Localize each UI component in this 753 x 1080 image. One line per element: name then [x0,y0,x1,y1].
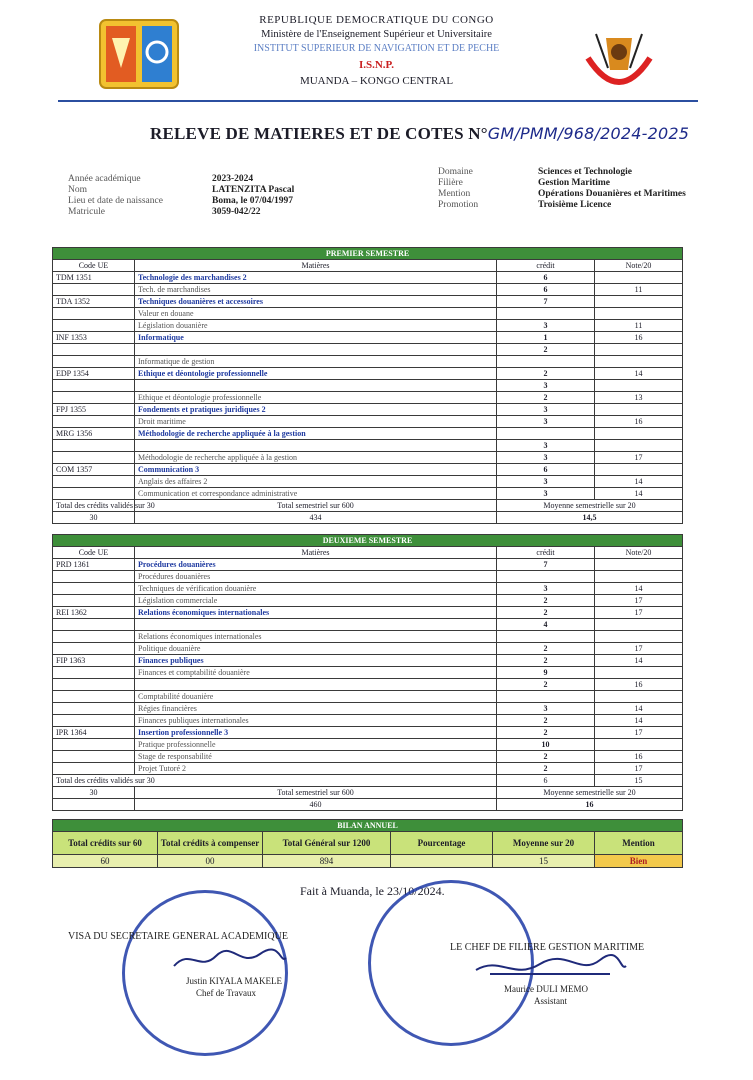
left-signature-title: VISA DU SECRETAIRE GENERAL ACADEMIQUE [68,931,288,942]
subject-cell: Tech. de marchandises [135,284,497,296]
value-promotion: Troisième Licence [538,200,612,210]
subject-cell [135,380,497,392]
ue-code-cell [53,751,135,763]
subject-row [53,739,683,751]
subject-cell: Finances publiques internationales [135,715,497,727]
subject-cell: Stage de responsabilité [135,751,497,763]
label-academic-year: Année académique [68,174,141,184]
note-cell [595,356,683,368]
subject-row [53,308,683,320]
note-cell [595,631,683,643]
ue-title-cell: Finances publiques [135,655,497,667]
note-cell: 17 [595,595,683,607]
col-note: Note/20 [595,547,683,559]
credit-cell [497,691,595,703]
credit-cell: 2 [497,368,595,380]
note-cell [595,428,683,440]
sem1-total-value: 30 [53,512,135,524]
credit-cell: 3 [497,404,595,416]
subject-cell: Méthodologie de recherche appliquée à la gestion [135,452,497,464]
subject-row [53,571,683,583]
right-signature-title: LE CHEF DE FILIERE GESTION MARITIME [450,942,645,953]
label-domaine: Domaine [438,167,473,177]
subject-cell: Politique douanière [135,643,497,655]
ue-code-cell: FIP 1363 [53,655,135,667]
value-domaine: Sciences et Technologie [538,167,632,177]
ue-title-cell: Techniques douanières et accessoires [135,296,497,308]
header-country: REPUBLIQUE DEMOCRATIQUE DU CONGO [259,14,494,26]
ue-code-cell: MRG 1356 [53,428,135,440]
header-institute: INSTITUT SUPERIEUR DE NAVIGATION ET DE PECHE [253,43,500,54]
sem2-avg-value: 16 [497,799,683,811]
sem1-sum-label: Total semestriel sur 600 [135,500,497,512]
bilan-value-compenser: 00 [158,855,263,868]
credit-cell: 1 [497,332,595,344]
credit-cell: 2 [497,643,595,655]
subject-cell: Comptabilité douanière [135,691,497,703]
subject-cell: Valeur en douane [135,308,497,320]
ue-code-cell [53,416,135,428]
note-cell [595,464,683,476]
document-number: GM/PMM/968/2024-2025 [487,124,690,143]
ue-code-cell [53,763,135,775]
ue-code-cell: FPJ 1355 [53,404,135,416]
right-signature-role: Assistant [534,996,568,1006]
sem2-total-value: 30 [53,787,135,799]
value-birth: Boma, le 07/04/1997 [212,196,294,206]
subject-row [53,452,683,464]
label-matricule: Matricule [68,207,105,217]
subject-cell: Législation douanière [135,320,497,332]
bilan-header-credits: Total crédits sur 60 [53,832,158,855]
credit-cell: 2 [497,655,595,667]
col-credit: crédit [497,547,595,559]
credit-cell: 2 [497,679,595,691]
bilan-header-compenser: Total crédits à compenser [158,832,263,855]
note-cell [595,380,683,392]
credit-cell: 2 [497,392,595,404]
ue-code-cell: PRD 1361 [53,559,135,571]
label-filiere: Filière [438,178,463,188]
credit-cell [497,308,595,320]
subject-cell: Techniques de vérification douanière [135,583,497,595]
ue-code-cell [53,488,135,500]
ue-code-cell: TDA 1352 [53,296,135,308]
note-cell [595,691,683,703]
right-signature-icon [470,952,630,982]
subject-cell: Régies financières [135,703,497,715]
bilan-value-moyenne: 15 [493,855,595,868]
ue-code-cell [53,571,135,583]
header-rule [58,100,698,102]
subject-row [53,356,683,368]
note-cell [595,571,683,583]
note-cell [595,440,683,452]
note-cell [595,344,683,356]
value-academic-year: 2023-2024 [212,174,254,184]
note-cell: 17 [595,607,683,619]
subject-row [53,428,683,440]
ue-code-cell [53,308,135,320]
ue-code-cell [53,440,135,452]
subject-row [53,715,683,727]
subject-row [53,296,683,308]
subject-row [53,727,683,739]
note-cell: 16 [595,416,683,428]
ue-title-cell: Insertion professionnelle 3 [135,727,497,739]
credit-cell [497,428,595,440]
subject-row [53,476,683,488]
ue-code-cell [53,691,135,703]
value-name: LATENZITA Pascal [212,185,295,195]
header-acronym: I.S.N.P. [358,59,395,71]
ue-code-cell: INF 1353 [53,332,135,344]
note-cell: 16 [595,751,683,763]
credit-cell: 2 [497,607,595,619]
subject-cell: Droit maritime [135,416,497,428]
credit-cell: 2 [497,344,595,356]
subject-row [53,488,683,500]
subject-row [53,619,683,631]
col-code: Code UE [53,547,135,559]
subject-cell [135,344,497,356]
sem2-sum-label: Total semestriel sur 600 [135,787,497,799]
credit-cell: 7 [497,296,595,308]
note-cell: 11 [595,320,683,332]
subject-row [53,691,683,703]
credit-cell: 3 [497,476,595,488]
credit-cell: 2 [497,763,595,775]
credit-cell: 3 [497,380,595,392]
student-values [212,174,412,218]
subject-row [53,392,683,404]
ue-code-cell [53,667,135,679]
note-cell: 11 [595,284,683,296]
note-cell: 17 [595,763,683,775]
note-cell: 14 [595,715,683,727]
col-note: Note/20 [595,260,683,272]
credit-cell: 6 [497,272,595,284]
subject-cell: Législation commerciale [135,595,497,607]
ue-code-cell [53,476,135,488]
col-matieres: Matières [135,260,497,272]
label-promotion: Promotion [438,200,479,210]
ue-title-cell: Procédures douanières [135,559,497,571]
col-code: Code UE [53,260,135,272]
semester-1-title: PREMIER SEMESTRE [53,248,683,260]
credit-cell: 6 [497,284,595,296]
subject-row [53,763,683,775]
bilan-value-pourcentage [391,855,493,868]
program-values [538,167,738,211]
note-cell [595,404,683,416]
ue-title-cell: Relations économiques internationales [135,607,497,619]
header-ministry: Ministère de l'Enseignement Supérieur et Universitaire [261,29,492,40]
semester-2-table [52,534,683,811]
left-signature-icon [170,946,290,974]
credit-cell: 7 [497,559,595,571]
place-date: Fait à Muanda, le 23/10/2024. [300,884,445,898]
ue-title-cell: Fondements et pratiques juridiques 2 [135,404,497,416]
note-cell [595,272,683,284]
ue-code-cell: IPR 1364 [53,727,135,739]
credit-cell: 10 [497,739,595,751]
credit-cell: 4 [497,619,595,631]
note-cell: 14 [595,703,683,715]
credit-cell: 2 [497,595,595,607]
credit-cell [497,571,595,583]
ue-code-cell: TDM 1351 [53,272,135,284]
note-cell: 14 [595,488,683,500]
credit-cell: 3 [497,488,595,500]
bilan-value-credits: 60 [53,855,158,868]
credit-cell: 9 [497,667,595,679]
right-signature-name: Maurice DULI MEMO [504,984,588,994]
sem2-sum-value: 460 [135,799,497,811]
credit-cell: 3 [497,452,595,464]
credit-cell: 6 [497,464,595,476]
bilan-header-pourcentage: Pourcentage [391,832,493,855]
subject-row [53,344,683,356]
note-cell [595,559,683,571]
ue-code-cell [53,452,135,464]
subject-cell [135,679,497,691]
title-text: RELEVE DE MATIERES ET DE COTES N° [150,124,488,143]
ue-code-cell [53,619,135,631]
credit-cell: 3 [497,440,595,452]
sem1-total-label: Total des crédits validés sur 30 [53,500,135,512]
subject-cell: Projet Tutoré 2 [135,763,497,775]
label-mention: Mention [438,189,471,199]
subject-row [53,703,683,715]
semester-1-table [52,247,683,524]
sem2-total-label: Total des crédits validés sur 30 [53,775,497,787]
sem2-extra-note: 15 [595,775,683,787]
ue-code-cell [53,643,135,655]
subject-row [53,284,683,296]
ue-code-cell [53,703,135,715]
subject-cell: Anglais des affaires 2 [135,476,497,488]
note-cell: 17 [595,452,683,464]
credit-cell: 3 [497,703,595,715]
sem1-avg-value: 14,5 [497,512,683,524]
ue-title-cell: Communication 3 [135,464,497,476]
ue-code-cell [53,715,135,727]
subject-row [53,440,683,452]
col-matieres: Matières [135,547,497,559]
note-cell: 14 [595,583,683,595]
subject-cell: Ethique et déontologie professionnelle [135,392,497,404]
ue-code-cell [53,679,135,691]
ue-title-cell: Ethique et déontologie professionnelle [135,368,497,380]
note-cell: 14 [595,368,683,380]
subject-row [53,416,683,428]
subject-cell [135,440,497,452]
ue-title-cell: Informatique [135,332,497,344]
ue-code-cell [53,356,135,368]
note-cell: 16 [595,332,683,344]
label-name: Nom [68,185,87,195]
subject-row [53,631,683,643]
document-title [150,124,710,144]
subject-row [53,464,683,476]
credit-cell [497,356,595,368]
subject-cell: Relations économiques internationales [135,631,497,643]
bilan-header-mention: Mention [595,832,683,855]
subject-row [53,332,683,344]
ue-code-cell: EDP 1354 [53,368,135,380]
note-cell: 17 [595,643,683,655]
subject-row [53,380,683,392]
credit-cell: 2 [497,751,595,763]
note-cell [595,739,683,751]
credit-cell: 3 [497,583,595,595]
ue-code-cell [53,320,135,332]
subject-row [53,272,683,284]
subject-row [53,679,683,691]
credit-cell: 3 [497,416,595,428]
note-cell [595,667,683,679]
bilan-title: BILAN ANNUEL [53,820,683,832]
student-labels [68,174,198,218]
subject-cell: Communication et correspondance administrative [135,488,497,500]
ue-code-cell [53,392,135,404]
note-cell [595,296,683,308]
ue-code-cell [53,631,135,643]
ue-code-cell: REI 1362 [53,607,135,619]
sem1-avg-label: Moyenne semestrielle sur 20 [497,500,683,512]
ue-title-cell: Méthodologie de recherche appliquée à la gestion [135,428,497,440]
bilan-table [52,819,683,868]
bilan-value-total: 894 [263,855,391,868]
subject-cell: Finances et comptabilité douanière [135,667,497,679]
sem2-avg-label: Moyenne semestrielle sur 20 [497,787,683,799]
bilan-header-total: Total Général sur 1200 [263,832,391,855]
credit-cell [497,631,595,643]
subject-row [53,655,683,667]
subject-cell [135,619,497,631]
value-matricule: 3059-042/22 [212,207,261,217]
semester-2-title: DEUXIEME SEMESTRE [53,535,683,547]
label-birth: Lieu et date de naissance [68,196,163,206]
credit-cell: 3 [497,320,595,332]
ue-code-cell [53,583,135,595]
subject-row [53,320,683,332]
left-signature-name: Justin KIYALA MAKELE [186,976,282,986]
left-signature-role: Chef de Travaux [196,988,256,998]
subject-row [53,404,683,416]
subject-cell: Pratique professionnelle [135,739,497,751]
subject-row [53,559,683,571]
subject-cell: Informatique de gestion [135,356,497,368]
subject-row [53,667,683,679]
sem2-extra-credit: 6 [497,775,595,787]
col-credit: crédit [497,260,595,272]
ue-code-cell [53,344,135,356]
subject-row [53,368,683,380]
bilan-header-moyenne: Moyenne sur 20 [493,832,595,855]
credit-cell: 2 [497,715,595,727]
subject-row [53,595,683,607]
credit-cell: 2 [497,727,595,739]
note-cell: 14 [595,655,683,667]
value-mention: Opérations Douanières et Maritimes [538,189,686,199]
note-cell: 16 [595,679,683,691]
subject-row [53,607,683,619]
note-cell: 14 [595,476,683,488]
ue-code-cell: COM 1357 [53,464,135,476]
program-labels [438,167,528,211]
subject-row [53,583,683,595]
sem1-sum-value: 434 [135,512,497,524]
subject-cell: Procédures douanières [135,571,497,583]
bilan-value-mention: Bien [595,855,683,868]
subject-row [53,751,683,763]
ue-code-cell [53,595,135,607]
subject-row [53,643,683,655]
value-filiere: Gestion Maritime [538,178,611,188]
header-location: MUANDA – KONGO CENTRAL [299,75,454,87]
note-cell [595,619,683,631]
note-cell: 13 [595,392,683,404]
ue-title-cell: Technologie des marchandises 2 [135,272,497,284]
ue-code-cell [53,284,135,296]
note-cell: 17 [595,727,683,739]
ue-code-cell [53,739,135,751]
ue-code-cell [53,380,135,392]
note-cell [595,308,683,320]
